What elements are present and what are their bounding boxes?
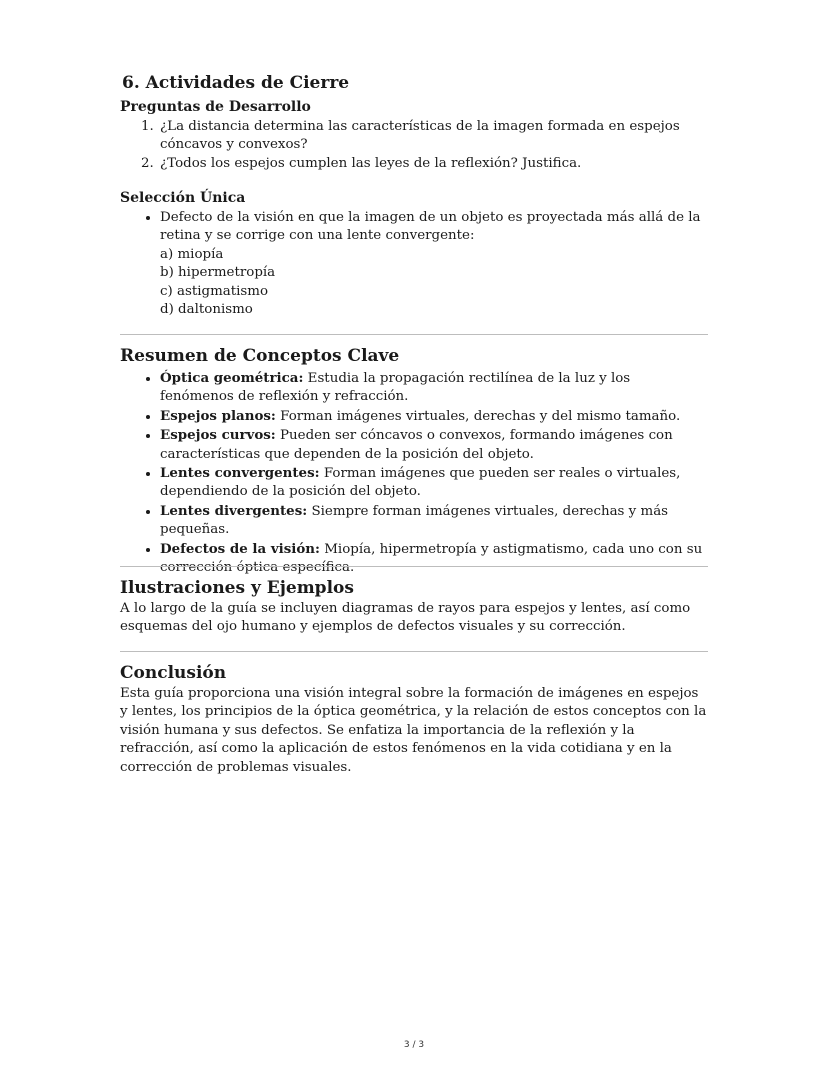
divider (120, 334, 708, 335)
dev-questions-heading: Preguntas de Desarrollo (120, 99, 311, 115)
conclusion-section (120, 663, 708, 777)
option-b: b) hipermetropía (160, 265, 276, 281)
page-number: 3 / 3 (403, 1040, 425, 1050)
divider (120, 651, 708, 652)
concept-text: Forman imágenes que pueden ser reales o virtuales, dependiendo de la posición del objeto. (160, 466, 681, 500)
concept-term: Espejos curvos: (160, 427, 276, 444)
list-item: 1. ¿La distancia determina las características de la imagen formada en espejos cóncavos y convexos? (158, 118, 708, 155)
concept-text: Miopía, hipermetropía y astigmatismo, cada uno con su corrección óptica específica. (160, 541, 703, 576)
option-d: d) daltonismo (160, 302, 253, 318)
divider (120, 566, 708, 567)
single-choice-section (120, 190, 708, 319)
single-choice-heading: Selección Única (120, 190, 246, 206)
option-c: c) astigmatismo (160, 283, 269, 299)
single-choice-question: Defecto de la visión en que la imagen de un objeto es proyectada más allá de la retina y se corrige con una lente convergente: (160, 210, 701, 244)
option-a: a) miopía (160, 246, 224, 262)
conclusion-text: Esta guía proporciona una visión integral sobre la formación de imágenes en espejos y lentes, los principios de la óptica geométrica, y la relación de estos conceptos con la visión humana y sus defectos. Se enfatiza la importancia de la reflexión y la refracción, así como la aplicación de estos fenómenos en la vida cotidiana y en la corrección de problemas visuales. (120, 686, 707, 775)
conclusion-heading: Conclusión (120, 663, 227, 683)
concept-term: Lentes divergentes: (160, 502, 308, 519)
concept-term: Óptica geométrica: (160, 370, 304, 386)
illustrations-heading: Ilustraciones y Ejemplos (120, 578, 354, 598)
list-item (160, 464, 708, 502)
section-title: 6. Actividades de Cierre (122, 73, 350, 93)
list-item: 2. ¿Todos los espejos cumplen las leyes de la reflexión? Justifica. (158, 155, 708, 173)
dev-questions-list (120, 118, 708, 173)
list-item (160, 369, 708, 407)
concept-term: Lentes convergentes: (160, 465, 320, 482)
illustrations-text: A lo largo de la guía se incluyen diagramas de rayos para espejos y lentes, así como esquemas del ojo humano y ejemplos de defectos visuales y su corrección. (120, 601, 691, 635)
list-item (160, 407, 708, 426)
key-concepts-heading: Resumen de Conceptos Clave (120, 346, 400, 366)
list-item (160, 209, 708, 319)
concept-term: Defectos de la visión: (160, 540, 320, 557)
illustrations-section (120, 578, 708, 637)
key-concepts-list (120, 369, 708, 577)
concept-text: Forman imágenes virtuales, derechas y del mismo tamaño. (275, 408, 681, 424)
list-item (160, 426, 708, 464)
key-concepts-section (120, 346, 708, 577)
single-choice-list (120, 209, 708, 319)
list-item (160, 502, 708, 540)
concept-text: Estudia la propagación rectilínea de la luz y los fenómenos de reflexión y refracción. (160, 371, 631, 405)
concept-text: Pueden ser cóncavos o convexos, formando imágenes con características que dependen de la posición del objeto. (160, 428, 673, 462)
list-item (160, 540, 708, 578)
concept-term: Espejos planos: (160, 407, 276, 424)
concept-text: Siempre forman imágenes virtuales, derechas y más pequeñas. (160, 503, 669, 538)
dev-questions-section (120, 99, 708, 173)
